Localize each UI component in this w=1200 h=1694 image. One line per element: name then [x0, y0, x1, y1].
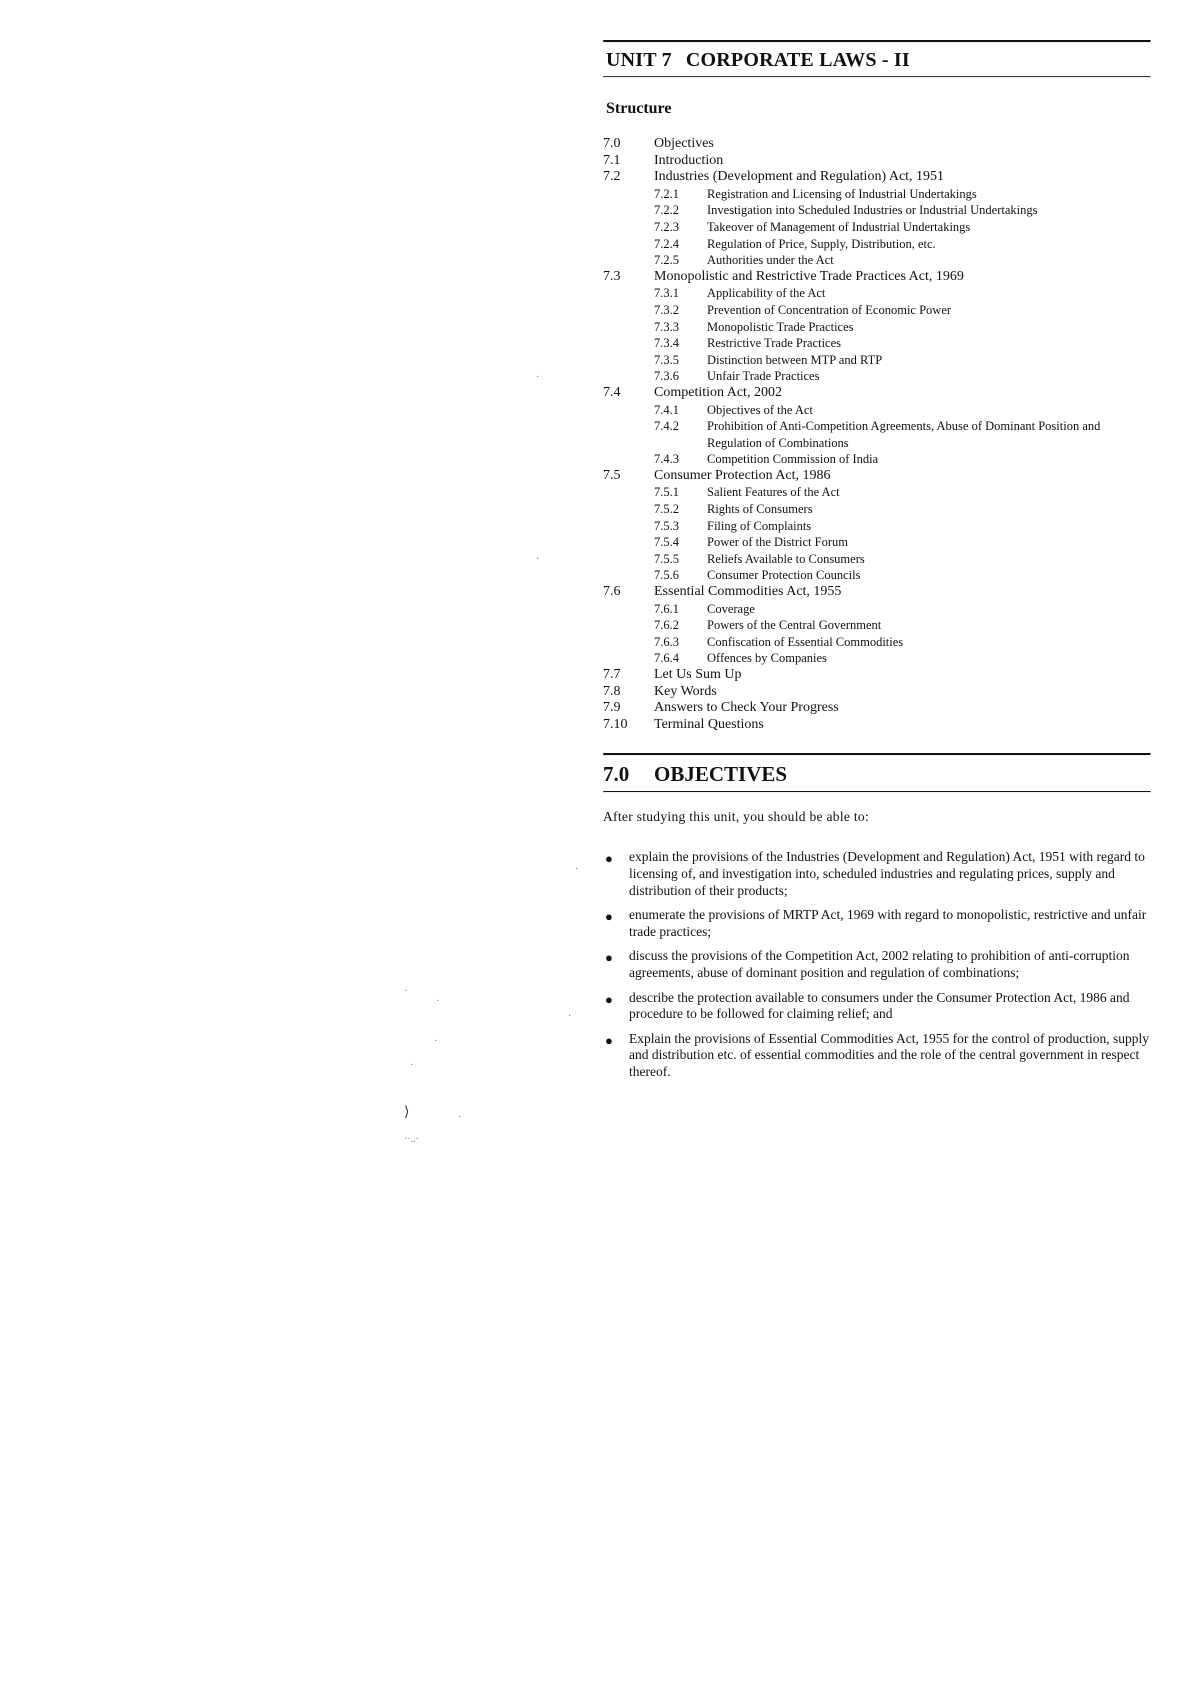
- toc-subentry-title: Power of the District Forum: [707, 535, 848, 550]
- toc-subentry-number: 7.3.2: [654, 302, 679, 317]
- toc-entry-title: Industries (Development and Regulation) Act, 1951: [654, 169, 945, 185]
- toc-subentry-number: 7.5.6: [654, 568, 679, 583]
- objective-text: discuss the provisions of the Competition Act, 2002 relating to prohibition of anti-corruption agreements, abuse of dominant position and regulation of combinations;: [629, 948, 1130, 980]
- toc-entry: [603, 667, 1151, 684]
- toc-subentry-number: 7.6.2: [654, 618, 679, 633]
- objective-text: explain the provisions of the Industries (Development and Regulation) Act, 1951 with regard to licensing of, and investigation into, scheduled industries and regulating prices, supply and distribution of their products;: [629, 849, 1145, 898]
- toc-entry-number: 7.7: [603, 667, 621, 682]
- scan-speck: ··..·: [404, 1134, 419, 1145]
- section-top-rule: [603, 753, 1151, 756]
- toc-subentry: [603, 534, 1151, 551]
- structure-heading: Structure: [606, 100, 672, 117]
- toc-subentry: [603, 219, 1151, 236]
- toc-subentry-title: Competition Commission of India: [707, 452, 879, 467]
- toc-subentry-title: Coverage: [707, 601, 755, 616]
- toc-subentry: [603, 402, 1151, 419]
- toc-subentry: [603, 285, 1151, 302]
- toc-subentry-number: 7.2.5: [654, 253, 679, 268]
- toc-subentry-title: Investigation into Scheduled Industries or Industrial Undertakings: [707, 203, 1038, 218]
- toc-entry-title: Let Us Sum Up: [654, 667, 742, 682]
- toc-entry: [603, 169, 1151, 186]
- scan-speck: ·: [536, 372, 540, 383]
- toc-entry-number: 7.9: [603, 700, 621, 716]
- toc-subentry: [603, 352, 1151, 369]
- objectives-intro: After studying this unit, you should be able to:: [603, 809, 870, 825]
- toc-subentry-title: Monopolistic Trade Practices: [707, 319, 854, 334]
- toc-subentry: [603, 368, 1151, 385]
- toc-subentry-title: Registration and Licensing of Industrial Undertakings: [707, 186, 977, 201]
- toc-entry-title: Competition Act, 2002: [654, 384, 782, 400]
- section-title: OBJECTIVES: [654, 762, 788, 787]
- scan-speck: ·: [410, 1060, 414, 1071]
- toc-entry: [603, 269, 1151, 286]
- toc-entry-number: 7.0: [603, 136, 621, 151]
- toc-entry-number: 7.5: [603, 467, 621, 483]
- toc-entry: [603, 468, 1151, 485]
- toc-subentry: [603, 617, 1151, 634]
- toc-subentry: [603, 418, 1151, 451]
- bullet-icon: ●: [605, 991, 613, 1007]
- toc-subentry-title: Salient Features of the Act: [707, 485, 840, 500]
- toc-subentry: [603, 650, 1151, 667]
- toc-subentry-number: 7.4.2: [654, 419, 679, 434]
- toc-entry-title: Consumer Protection Act, 1986: [654, 467, 831, 483]
- toc-entry-number: 7.2: [603, 169, 621, 185]
- toc-subentry: [603, 484, 1151, 501]
- scan-speck: ·: [434, 1036, 438, 1047]
- unit-number: UNIT 7: [606, 49, 672, 71]
- toc-subentry-number: 7.3.1: [654, 286, 679, 301]
- toc-subentry-number: 7.6.1: [654, 601, 679, 616]
- toc-entry-number: 7.3: [603, 268, 621, 284]
- objective-item: [603, 1031, 1151, 1081]
- toc-subentry-number: 7.4.1: [654, 402, 679, 417]
- objective-item: [603, 849, 1151, 899]
- scan-speck: ·: [458, 1112, 462, 1123]
- objective-item: [603, 948, 1151, 981]
- toc-subentry: [603, 567, 1151, 584]
- toc-entry-number: 7.4: [603, 384, 621, 400]
- toc-subentry-title: Regulation of Price, Supply, Distribution, etc.: [707, 236, 936, 251]
- toc-subentry-number: 7.5.3: [654, 518, 679, 533]
- toc-subentry-number: 7.2.4: [654, 236, 679, 251]
- toc-subentry-number: 7.3.3: [654, 319, 679, 334]
- toc-entry-title: Terminal Questions: [654, 716, 764, 732]
- bullet-icon: ●: [605, 909, 613, 925]
- toc-subentry-title: Restrictive Trade Practices: [707, 336, 841, 351]
- toc-entry: [603, 717, 1151, 734]
- toc-entry-title: Monopolistic and Restrictive Trade Practices Act, 1969: [654, 268, 964, 284]
- toc-entry: [603, 385, 1151, 402]
- toc-subentry-title: Prevention of Concentration of Economic Power: [707, 302, 952, 317]
- section-heading: [603, 762, 1151, 787]
- toc-subentry: [603, 252, 1151, 269]
- scan-speck: ·: [436, 996, 440, 1007]
- toc-entry-title: Answers to Check Your Progress: [654, 700, 839, 716]
- toc-subentry-title: Confiscation of Essential Commodities: [707, 634, 904, 649]
- toc-subentry-number: 7.3.5: [654, 352, 679, 367]
- toc-entry-title: Introduction: [654, 152, 724, 168]
- unit-top-rule: [603, 40, 1151, 43]
- scan-speck: ⟩: [404, 1105, 410, 1120]
- toc-subentry: [603, 302, 1151, 319]
- toc-subentry: [603, 518, 1151, 535]
- scan-speck: ·: [575, 864, 579, 875]
- toc-subentry: [603, 451, 1151, 468]
- toc-entry: [603, 684, 1151, 701]
- unit-heading: [606, 49, 1151, 72]
- toc-subentry-number: 7.5.5: [654, 551, 679, 566]
- page-column: [603, 40, 1151, 1089]
- toc-entry-number: 7.10: [603, 716, 628, 732]
- toc-subentry-title: Distinction between MTP and RTP: [707, 352, 883, 367]
- toc-subentry-number: 7.5.2: [654, 502, 679, 517]
- scan-speck: ·: [536, 554, 540, 565]
- toc-subentry-title: Consumer Protection Councils: [707, 568, 861, 583]
- table-of-contents: [603, 136, 1151, 733]
- toc-entry: [603, 153, 1151, 170]
- toc-subentry-title: Authorities under the Act: [707, 253, 834, 268]
- toc-subentry: [603, 601, 1151, 618]
- toc-subentry: [603, 236, 1151, 253]
- scan-speck: ·: [404, 986, 408, 997]
- toc-entry-number: 7.6: [603, 584, 621, 600]
- toc-subentry-number: 7.2.3: [654, 219, 679, 234]
- toc-subentry-title: Rights of Consumers: [707, 502, 813, 517]
- bullet-icon: ●: [605, 851, 613, 867]
- toc-subentry-number: 7.4.3: [654, 452, 679, 467]
- toc-subentry-title: Takeover of Management of Industrial Undertakings: [707, 219, 971, 234]
- toc-subentry-number: 7.5.1: [654, 485, 679, 500]
- toc-subentry: [603, 186, 1151, 203]
- toc-subentry: [603, 202, 1151, 219]
- bullet-icon: ●: [605, 950, 613, 966]
- toc-entry-title: Key Words: [654, 683, 717, 699]
- objective-text: enumerate the provisions of MRTP Act, 1969 with regard to monopolistic, restrictive and unfair trade practices;: [629, 907, 1147, 939]
- toc-subentry-number: 7.2.2: [654, 203, 679, 218]
- toc-subentry-title: Objectives of the Act: [707, 402, 813, 417]
- section-number: 7.0: [603, 762, 630, 787]
- toc-subentry-title: Reliefs Available to Consumers: [707, 551, 865, 566]
- objective-item: [603, 907, 1151, 940]
- bullet-icon: ●: [605, 1032, 613, 1048]
- toc-subentry-title: Applicability of the Act: [707, 286, 826, 301]
- toc-subentry: [603, 634, 1151, 651]
- toc-subentry-title: Offences by Companies: [707, 651, 827, 666]
- toc-subentry-title: Prohibition of Anti-Competition Agreements, Abuse of Dominant Position and Regulation of Combinations: [707, 419, 1101, 450]
- toc-subentry-number: 7.5.4: [654, 535, 679, 550]
- toc-subentry: [603, 319, 1151, 336]
- toc-subentry-number: 7.6.3: [654, 634, 679, 649]
- toc-entry: [603, 700, 1151, 717]
- toc-subentry-number: 7.6.4: [654, 651, 679, 666]
- toc-subentry: [603, 551, 1151, 568]
- toc-entry: [603, 136, 1151, 153]
- objectives-list: [603, 849, 1151, 1080]
- toc-subentry-title: Powers of the Central Government: [707, 618, 882, 633]
- toc-subentry: [603, 501, 1151, 518]
- unit-title: CORPORATE LAWS - II: [685, 49, 910, 71]
- toc-subentry-number: 7.3.4: [654, 336, 679, 351]
- unit-bottom-rule: [603, 76, 1151, 78]
- toc-subentry-number: 7.3.6: [654, 369, 679, 384]
- toc-subentry: [603, 335, 1151, 352]
- section-bottom-rule: [603, 791, 1151, 793]
- objective-text: describe the protection available to consumers under the Consumer Protection Act, 1986 and procedure to be followed for claiming relief; and: [629, 989, 1130, 1022]
- toc-entry-number: 7.8: [603, 683, 621, 699]
- scan-speck: ·: [568, 1011, 572, 1022]
- toc-subentry-title: Unfair Trade Practices: [707, 369, 820, 384]
- toc-entry-title: Essential Commodities Act, 1955: [654, 584, 842, 600]
- toc-entry-title: Objectives: [654, 136, 714, 151]
- toc-entry-number: 7.1: [603, 152, 621, 168]
- toc-subentry-title: Filing of Complaints: [707, 518, 812, 533]
- objective-item: [603, 990, 1151, 1023]
- objective-text: Explain the provisions of Essential Commodities Act, 1955 for the control of production, supply and distribution etc. of essential commodities and the role of the central government in respect thereof.: [629, 1030, 1150, 1079]
- toc-subentry-number: 7.2.1: [654, 186, 679, 201]
- toc-entry: [603, 584, 1151, 601]
